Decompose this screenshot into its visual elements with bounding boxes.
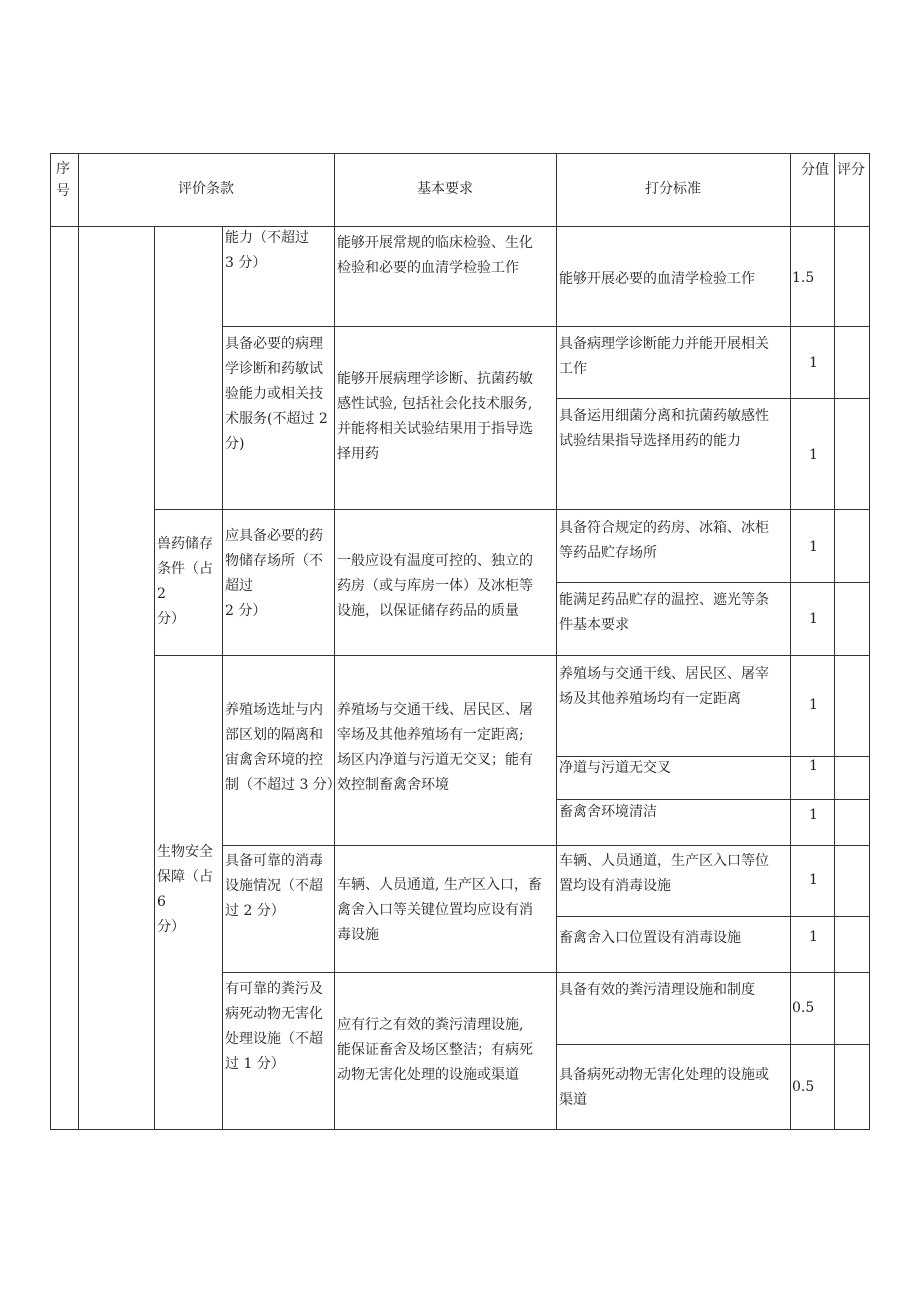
criteria-text: 具备病死动物无害化处理的设施或 渠道 [559, 1067, 769, 1108]
row-rule [222, 972, 870, 973]
header-rating: 评分 [837, 162, 865, 178]
row-rule [222, 845, 870, 846]
row-rule [154, 509, 870, 510]
clause-text: 能力（不超过 3 分） [225, 230, 309, 271]
criteria-text: 养殖场与交通干线、居民区、屠宰 场及其他养殖场均有一定距离 [559, 666, 769, 707]
score-value: 1 [809, 355, 818, 371]
requirement-text: 能够开展病理学诊断、抗菌药敏 感性试验, 包括社会化技术服务, 并能将相关试验结果用于指导选 择用药 [337, 371, 533, 462]
score-value: 1 [809, 758, 818, 774]
score-value: 1 [809, 539, 818, 555]
row-rule [556, 582, 870, 583]
score-value: 1 [809, 447, 818, 463]
col-rule [334, 153, 335, 1130]
col-rule [834, 153, 835, 1130]
score-value: 1 [809, 697, 818, 713]
score-value: 1 [809, 611, 818, 627]
requirement-text: 一般应设有温度可控的、独立的 药房（或与库房一体）及冰柜等 设施，以保证储存药品的质量 [337, 553, 533, 619]
group-storage-label: 兽药储存 条件（占 2 分） [157, 536, 213, 627]
table-border-left [50, 153, 51, 1130]
criteria-text: 能够开展必要的血清学检验工作 [559, 271, 755, 287]
criteria-text: 具备病理学诊断能力并能开展相关 工作 [559, 336, 769, 377]
header-seq: 序 号 [56, 161, 70, 199]
criteria-text: 车辆、人员通道，生产区入口等位 置均设有消毒设施 [559, 853, 769, 894]
criteria-text: 具备运用细菌分离和抗菌药敏感性 试验结果指导选择用药的能力 [559, 408, 769, 449]
col-rule [790, 153, 791, 1130]
header-criteria: 打分标准 [645, 181, 701, 197]
clause-text: 养殖场选址与内 部区划的隔离和 宙禽舍环境的控 制（不超过 3 分） [225, 702, 341, 793]
row-rule [222, 326, 870, 327]
score-value: 1 [809, 929, 818, 945]
header-requirement: 基本要求 [417, 181, 473, 197]
criteria-text: 净道与污道无交叉 [559, 760, 671, 776]
score-value: 0.5 [792, 1079, 815, 1095]
score-value: 1 [809, 872, 818, 888]
table-border-top [50, 153, 870, 154]
requirement-text: 养殖场与交通干线、居民区、屠 宰场及其他养殖场有一定距离; 场区内净道与污道无交叉；能有 效控制畜禽舍环境 [337, 702, 533, 793]
header-bottom-rule [50, 226, 870, 227]
col-rule [154, 226, 155, 1130]
col-rule [222, 226, 223, 1130]
col-rule [78, 153, 79, 1130]
row-rule [556, 1044, 870, 1045]
criteria-text: 畜禽舍环境清洁 [559, 804, 657, 820]
row-rule [154, 655, 870, 656]
score-value: 0.5 [792, 1000, 815, 1016]
criteria-text: 具备符合规定的药房、冰箱、冰柜 等药品贮存场所 [559, 520, 769, 561]
group-biosafety-label: 生物安全 保障（占 6 分） [157, 844, 213, 935]
table-border-right [869, 153, 870, 1130]
table-border-bottom [50, 1129, 870, 1130]
clause-text: 应具备必要的药 物储存场所（不 超过 2 分） [225, 528, 323, 619]
score-value: 1.5 [792, 270, 815, 286]
clause-text: 有可靠的粪污及 病死动物无害化 处理设施（不超 过 1 分） [225, 981, 323, 1072]
requirement-text: 应有行之有效的粪污清理设施, 能保证畜舍及场区整洁；有病死 动物无害化处理的设施或渠道 [337, 1017, 533, 1083]
row-rule [556, 398, 870, 399]
col-rule [556, 153, 557, 1130]
criteria-text: 能满足药品贮存的温控、遮光等条 件基本要求 [559, 592, 769, 633]
row-rule [556, 916, 870, 917]
criteria-text: 具备有效的粪污清理设施和制度 [559, 982, 755, 998]
score-value: 1 [809, 807, 818, 823]
header-score: 分值 [801, 162, 829, 178]
requirement-text: 能够开展常规的临床检验、生化 检验和必要的血清学检验工作 [337, 235, 533, 276]
clause-text: 具备必要的病理 学诊断和药敏试 验能力或相关技 术服务(不超过 2 分) [225, 336, 328, 452]
requirement-text: 车辆、人员通道, 生产区入口，畜 禽舍入口等关键位置均应设有消 毒设施 [337, 877, 542, 943]
criteria-text: 畜禽舍入口位置设有消毒设施 [559, 930, 741, 946]
header-clause: 评价条款 [178, 181, 234, 197]
clause-text: 具备可靠的消毒 设施情况（不超 过 2 分） [225, 853, 323, 919]
